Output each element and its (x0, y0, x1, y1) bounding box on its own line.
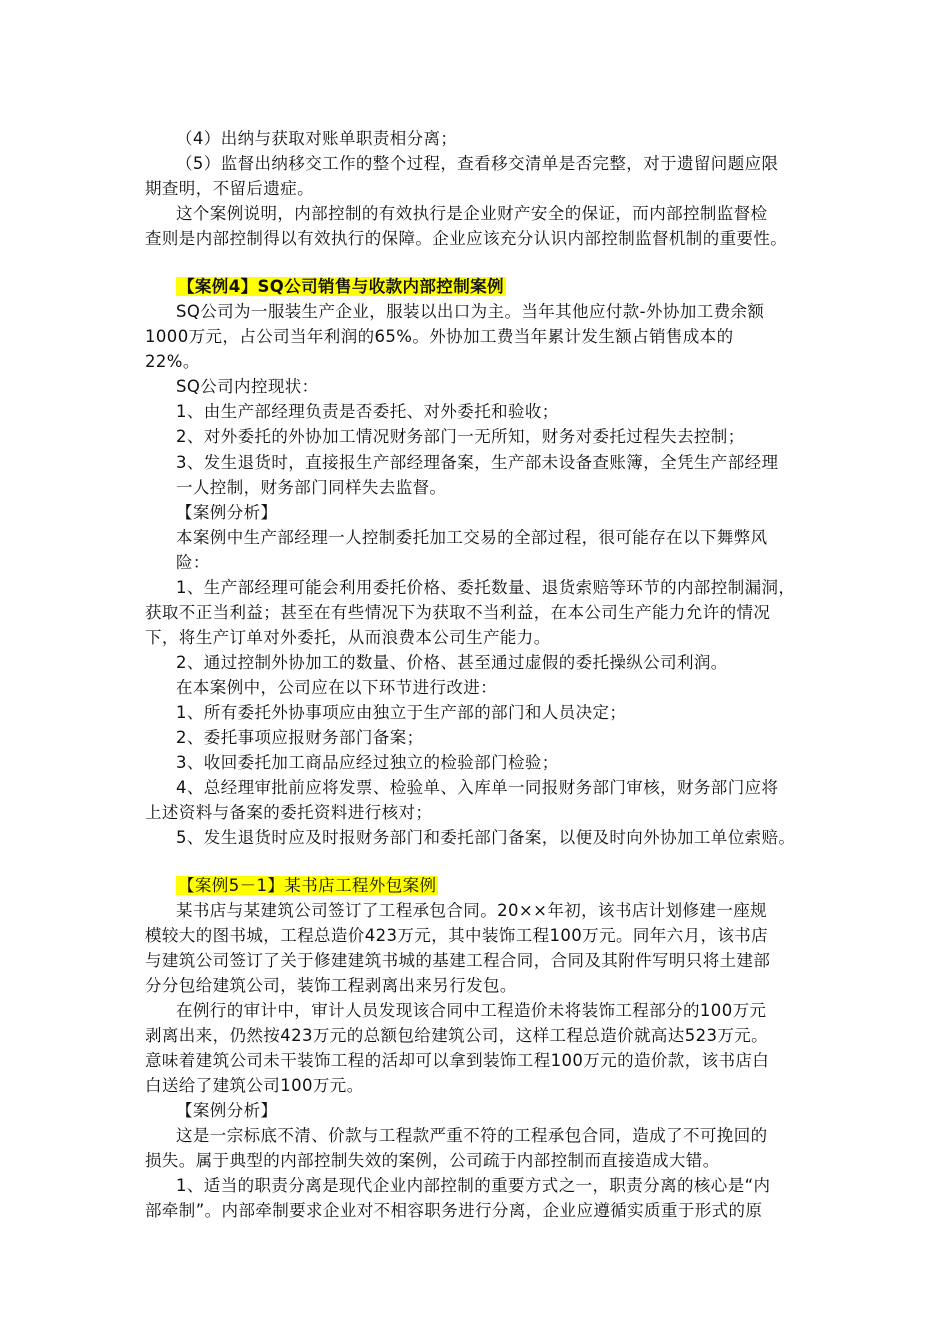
text-line-content: 2、通过控制外协加工的数量、价格、甚至通过虚假的委托操纵公司利润。 (176, 653, 728, 672)
text-line-content: SQ公司内控现状： (176, 377, 319, 396)
text-line-content: 查则是内部控制得以有效执行的保障。企业应该充分认识内部控制监督机制的重要性。 (145, 229, 788, 248)
text-line (145, 1074, 364, 1098)
text-line (176, 501, 277, 525)
text-line (176, 551, 210, 575)
case-heading-text: 【案例4】SQ公司销售与收款内部控制案例 (178, 277, 504, 296)
text-line-content: 1、由生产部经理负责是否委托、对外委托和验收； (176, 402, 559, 421)
text-line (145, 350, 200, 374)
text-line (145, 801, 432, 825)
case-heading (176, 874, 438, 898)
text-line (176, 676, 497, 700)
text-line (176, 1174, 770, 1198)
text-line-content: 险： (176, 553, 210, 572)
text-line (176, 526, 768, 550)
text-line (176, 300, 764, 324)
text-line-content: 上述资料与备案的委托资料进行核对； (145, 803, 433, 822)
text-line-content: 3、发生退货时，直接报生产部经理备案，生产部未设备查账簿，全凭生产部经理 (176, 453, 779, 472)
text-line-content: 在本案例中，公司应在以下环节进行改进： (176, 678, 498, 697)
text-line-content: 意味着建筑公司未干装饰工程的活却可以拿到装饰工程100万元的造价款，该书店白 (145, 1051, 770, 1070)
text-line-content: 5、发生退货时应及时报财务部门和委托部门备案，以便及时向外协加工单位索赔。 (176, 828, 796, 847)
text-line (145, 325, 733, 349)
text-line-content: 这个案例说明，内部控制的有效执行是企业财产安全的保证，而内部控制监督检 (176, 204, 768, 223)
text-line-content: 剥离出来，仍然按423万元的总额包给建筑公司，这样工程总造价就高达523万元。 (145, 1026, 769, 1045)
text-line-content: 2、委托事项应报财务部门备案； (176, 728, 424, 747)
text-line-content: 【案例分析】 (176, 503, 278, 522)
text-line (145, 1049, 769, 1073)
text-line-content: 本案例中生产部经理一人控制委托加工交易的全部过程，很可能存在以下舞弊风 (176, 528, 768, 547)
text-line-content: SQ公司为一服装生产企业，服装以出口为主。当年其他应付款-外协加工费余额 (176, 302, 765, 321)
text-line (176, 375, 319, 399)
text-line (145, 227, 787, 251)
text-line (145, 177, 314, 201)
text-line (176, 999, 766, 1023)
text-line (176, 826, 795, 850)
text-line (145, 974, 517, 998)
text-line (176, 651, 728, 675)
text-line (176, 701, 626, 725)
text-line-content: （5）监督出纳移交工作的整个过程，查看移交清单是否完整，对于遗留问题应限 (176, 154, 779, 173)
text-line (176, 1124, 768, 1148)
text-line-content: 获取不正当利益；甚至在有些情况下为获取不当利益，在本公司生产能力允许的情况 (145, 603, 771, 622)
text-line (176, 476, 446, 500)
text-line (176, 576, 795, 600)
text-line (145, 1024, 768, 1048)
text-line-content: 2、对外委托的外协加工情况财务部门一无所知，财务对委托过程失去控制； (176, 427, 745, 446)
text-line-content: 4、总经理审批前应将发票、检验单、入库单一同报财务部门审核，财务部门应将 (176, 778, 779, 797)
text-line-content: 1000万元，占公司当年利润的65%。外协加工费当年累计发生额占销售成本的 (145, 327, 734, 346)
text-line (176, 425, 745, 449)
text-line (176, 751, 559, 775)
text-line (176, 776, 778, 800)
text-line-content: 期查明，不留后遗症。 (145, 179, 314, 198)
text-line (176, 202, 768, 226)
text-line-content: 白送给了建筑公司100万元。 (145, 1076, 364, 1095)
text-line-content: 这是一宗标底不清、价款与工程款严重不符的工程承包合同，造成了不可挽回的 (176, 1126, 768, 1145)
case-heading (176, 275, 506, 299)
text-line (176, 451, 778, 475)
text-line-content: 部牵制”。内部牵制要求企业对不相容职务进行分离，企业应遵循实质重于形式的原 (145, 1201, 763, 1220)
text-line (176, 1099, 277, 1123)
text-line (176, 726, 424, 750)
text-line-content: 22%。 (145, 352, 200, 371)
text-line (145, 949, 770, 973)
text-line (145, 626, 551, 650)
text-line (145, 1199, 762, 1223)
text-line-content: 损失。属于典型的内部控制失效的案例，公司疏于内部控制而直接造成大错。 (145, 1151, 720, 1170)
case-heading-text: 【案例5－1】某书店工程外包案例 (178, 876, 437, 895)
text-line (176, 899, 767, 923)
text-line (145, 1149, 720, 1173)
text-line-content: （4）出纳与获取对账单职责相分离； (176, 129, 458, 148)
text-line-content: 下，将生产订单对外委托，从而浪费本公司生产能力。 (145, 628, 551, 647)
text-line-content: 一人控制，财务部门同样失去监督。 (176, 478, 447, 497)
text-line-content: 1、适当的职责分离是现代企业内部控制的重要方式之一，职责分离的核心是“内 (176, 1176, 771, 1195)
text-line (176, 127, 457, 151)
text-line-content: 1、所有委托外协事项应由独立于生产部的部门和人员决定； (176, 703, 627, 722)
text-line (176, 152, 778, 176)
text-line-content: 在例行的审计中，审计人员发现该合同中工程造价未将装饰工程部分的100万元 (176, 1001, 767, 1020)
text-line-content: 【案例分析】 (176, 1101, 278, 1120)
text-line (145, 601, 770, 625)
text-line-content: 3、收回委托加工商品应经过独立的检验部门检验； (176, 753, 559, 772)
text-line-content: 分分包给建筑公司，装饰工程剥离出来另行发包。 (145, 976, 517, 995)
text-line-content: 与建筑公司签订了关于修建建筑书城的基建工程合同，合同及其附件写明只将土建部 (145, 951, 771, 970)
text-line (145, 924, 768, 948)
text-line (176, 400, 559, 424)
text-line-content: 1、生产部经理可能会利用委托价格、委托数量、退货索赔等环节的内部控制漏洞， (176, 578, 796, 597)
text-line-content: 模较大的图书城，工程总造价423万元，其中装饰工程100万元。同年六月，该书店 (145, 926, 769, 945)
text-line-content: 某书店与某建筑公司签订了工程承包合同。20××年初，该书店计划修建一座规 (176, 901, 768, 920)
